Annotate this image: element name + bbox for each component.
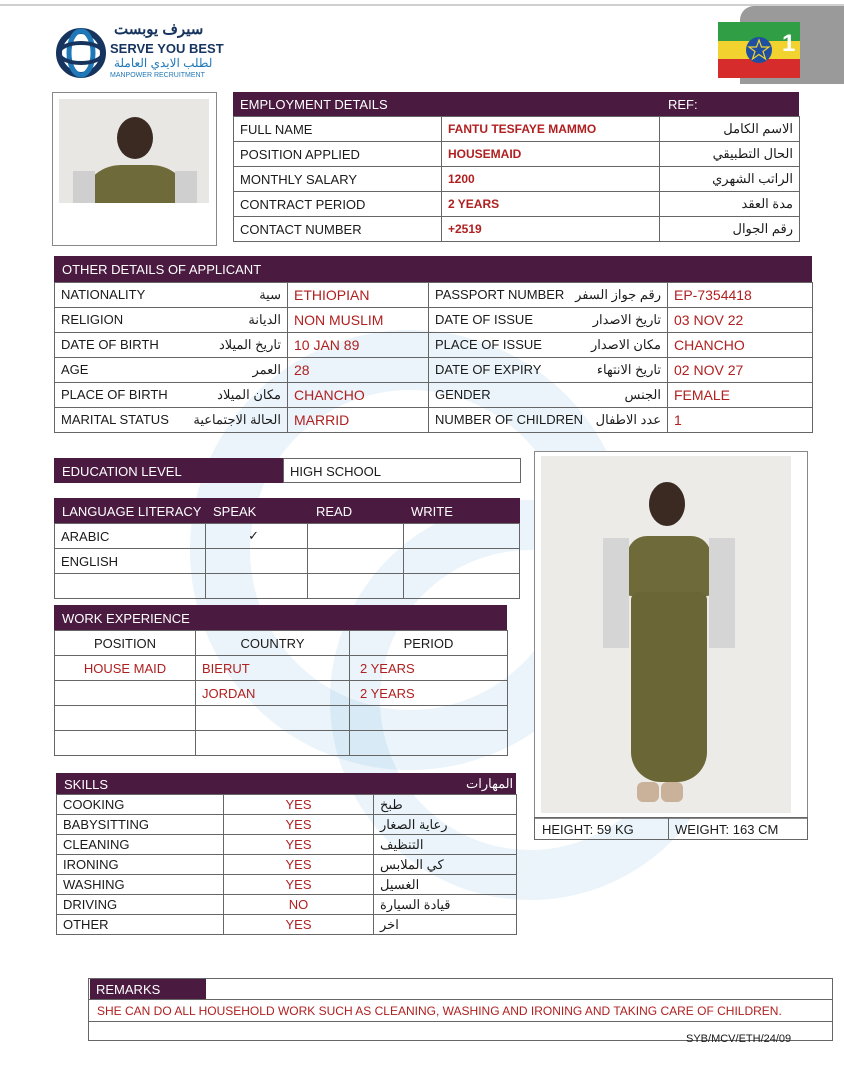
skill-row — [57, 875, 517, 895]
top-rule — [0, 4, 844, 6]
other-left-arabic: مكان الميلاد — [217, 387, 281, 402]
other-details-header — [54, 256, 812, 282]
language-speak: ✓ — [206, 524, 308, 549]
other-right-value: 03 NOV 22 — [668, 308, 813, 333]
skill-row — [57, 835, 517, 855]
logo-emblem-icon — [54, 24, 108, 82]
logo-sub: MANPOWER RECRUITMENT — [110, 72, 205, 79]
other-right-arabic: الجنس — [624, 387, 661, 402]
other-right-value: 1 — [668, 408, 813, 433]
logo-arabic: سيرف يوبست — [114, 21, 204, 38]
other-right-arabic: عدد الاطفال — [595, 412, 661, 427]
skill-label: BABYSITTING — [57, 815, 224, 835]
skill-value: YES — [224, 815, 374, 835]
language-speak — [206, 549, 308, 574]
employment-value: HOUSEMAID — [442, 142, 660, 167]
other-right-value: CHANCHO — [668, 333, 813, 358]
other-left-cell — [55, 383, 288, 408]
employment-value: FANTU TESFAYE MAMMO — [442, 117, 660, 142]
other-right-label: PASSPORT NUMBER — [435, 287, 565, 302]
other-right-cell — [429, 408, 668, 433]
other-details-title: OTHER DETAILS OF APPLICANT — [62, 262, 262, 277]
other-left-arabic: العمر — [252, 362, 281, 377]
experience-position — [55, 681, 196, 706]
experience-col-position: POSITION — [55, 631, 196, 656]
other-left-cell — [55, 333, 288, 358]
other-right-value: EP-7354418 — [668, 283, 813, 308]
other-right-arabic: رقم جواز السفر — [575, 287, 661, 302]
employment-header — [233, 92, 799, 116]
skill-value: YES — [224, 835, 374, 855]
logo-arabic-sub: لطلب الايدي العاملة — [114, 56, 213, 70]
other-left-cell — [55, 358, 288, 383]
employment-label: FULL NAME — [234, 117, 442, 142]
employment-label: POSITION APPLIED — [234, 142, 442, 167]
other-right-cell — [429, 333, 668, 358]
experience-period: 2 YEARS — [350, 656, 508, 681]
skill-value: NO — [224, 895, 374, 915]
language-header-write: WRITE — [411, 504, 453, 519]
other-details-row — [55, 383, 813, 408]
other-right-label: GENDER — [435, 387, 491, 402]
education-value: HIGH SCHOOL — [290, 464, 382, 479]
language-header-speak: SPEAK — [213, 504, 257, 519]
other-right-value: 02 NOV 27 — [668, 358, 813, 383]
applicant-photo-full — [534, 451, 808, 819]
employment-arabic-label: الراتب الشهري — [660, 167, 800, 192]
other-right-label: DATE OF ISSUE — [435, 312, 533, 327]
skill-arabic-label: كي الملابس — [374, 855, 517, 875]
other-left-arabic: سية — [259, 287, 281, 302]
other-details-table — [54, 282, 813, 433]
language-write — [404, 549, 520, 574]
employment-label: CONTRACT PERIOD — [234, 192, 442, 217]
skill-label: OTHER — [57, 915, 224, 935]
other-right-label: PLACE OF ISSUE — [435, 337, 542, 352]
employment-arabic-label: مدة العقد — [660, 192, 800, 217]
language-read — [308, 549, 404, 574]
page-number: 1 — [782, 30, 796, 57]
skill-arabic-label: رعاية الصغار — [374, 815, 517, 835]
document-code: SYB/MCV/ETH/24/09 — [686, 1033, 792, 1045]
other-details-row — [55, 408, 813, 433]
other-right-value: FEMALE — [668, 383, 813, 408]
education-label-box — [54, 458, 283, 483]
experience-row — [55, 656, 508, 681]
skill-row — [57, 915, 517, 935]
other-left-arabic: الحالة الاجتماعية — [193, 412, 281, 427]
experience-country: BIERUT — [196, 656, 350, 681]
skills-arabic-title: المهارات — [466, 776, 514, 791]
employment-value: 2 YEARS — [442, 192, 660, 217]
employment-value: 1200 — [442, 167, 660, 192]
other-details-row — [55, 308, 813, 333]
language-table — [54, 523, 520, 599]
employment-value: +2519 — [442, 217, 660, 242]
other-right-cell — [429, 283, 668, 308]
employment-arabic-label: الاسم الكامل — [660, 117, 800, 142]
language-row-empty — [55, 574, 520, 599]
other-left-label: MARITAL STATUS — [61, 412, 169, 427]
skill-label: COOKING — [57, 795, 224, 815]
employment-row — [234, 117, 800, 142]
employment-row — [234, 192, 800, 217]
applicant-photo-portrait — [52, 92, 217, 246]
skills-title: SKILLS — [64, 777, 109, 792]
skill-label: IRONING — [57, 855, 224, 875]
ref-label: REF: — [668, 97, 698, 112]
employment-label: CONTACT NUMBER — [234, 217, 442, 242]
employment-row — [234, 217, 800, 242]
remarks-text: SHE CAN DO ALL HOUSEHOLD WORK SUCH AS CLEANING, WASHING AND IRONING AND TAKING CARE OF CHILDREN. — [97, 1004, 782, 1018]
other-right-arabic: تاريخ الاصدار — [592, 312, 661, 327]
employment-arabic-label: رقم الجوال — [660, 217, 800, 242]
language-header-lang: LANGUAGE LITERACY — [62, 504, 202, 519]
experience-col-period: PERIOD — [350, 631, 508, 656]
employment-row — [234, 167, 800, 192]
language-name: ENGLISH — [55, 549, 206, 574]
skill-label: WASHING — [57, 875, 224, 895]
skill-row — [57, 855, 517, 875]
education-value-box — [283, 458, 521, 483]
experience-row-empty — [55, 706, 508, 731]
remarks-title: REMARKS — [96, 982, 161, 997]
experience-col-country: COUNTRY — [196, 631, 350, 656]
experience-title: WORK EXPERIENCE — [62, 611, 190, 626]
language-write — [404, 524, 520, 549]
skill-row — [57, 795, 517, 815]
language-read — [308, 524, 404, 549]
other-left-label: NATIONALITY — [61, 287, 146, 302]
other-right-label: NUMBER OF CHILDREN — [435, 412, 584, 427]
other-left-cell — [55, 283, 288, 308]
other-details-row — [55, 333, 813, 358]
skill-value: YES — [224, 795, 374, 815]
other-left-value: ETHIOPIAN — [288, 283, 429, 308]
experience-period: 2 YEARS — [350, 681, 508, 706]
skill-arabic-label: طبخ — [374, 795, 517, 815]
skill-label: CLEANING — [57, 835, 224, 855]
skill-value: YES — [224, 855, 374, 875]
other-right-arabic: مكان الاصدار — [590, 337, 661, 352]
experience-country: JORDAN — [196, 681, 350, 706]
experience-header — [54, 605, 507, 630]
education-label: EDUCATION LEVEL — [62, 464, 182, 479]
height-value: HEIGHT: 59 KG — [542, 822, 634, 837]
employment-title: EMPLOYMENT DETAILS — [240, 97, 388, 112]
language-name: ARABIC — [55, 524, 206, 549]
other-left-label: AGE — [61, 362, 89, 377]
other-left-label: DATE OF BIRTH — [61, 337, 159, 352]
experience-row-empty — [55, 731, 508, 756]
skills-table — [56, 794, 517, 935]
other-right-cell — [429, 358, 668, 383]
skill-arabic-label: التنظيف — [374, 835, 517, 855]
other-right-label: DATE OF EXPIRY — [435, 362, 542, 377]
other-left-cell — [55, 308, 288, 333]
skill-value: YES — [224, 875, 374, 895]
skill-arabic-label: الغسيل — [374, 875, 517, 895]
other-left-value: 28 — [288, 358, 429, 383]
other-right-arabic: تاريخ الانتهاء — [596, 362, 661, 377]
language-row — [55, 549, 520, 574]
employment-table — [233, 116, 800, 242]
other-left-label: PLACE OF BIRTH — [61, 387, 168, 402]
other-details-row — [55, 358, 813, 383]
logo-name: SERVE YOU BEST — [110, 41, 224, 56]
other-left-label: RELIGION — [61, 312, 124, 327]
other-left-value: CHANCHO — [288, 383, 429, 408]
remarks-box — [88, 978, 833, 1041]
language-row — [55, 524, 520, 549]
other-right-cell — [429, 383, 668, 408]
other-details-row — [55, 283, 813, 308]
other-left-value: MARRID — [288, 408, 429, 433]
skill-row — [57, 895, 517, 915]
skill-arabic-label: قيادة السيارة — [374, 895, 517, 915]
experience-table — [54, 630, 508, 756]
language-header-read: READ — [316, 504, 353, 519]
other-left-arabic: تاريخ الميلاد — [218, 337, 281, 352]
flag-emblem-icon — [745, 36, 773, 64]
employment-row — [234, 142, 800, 167]
company-logo — [54, 21, 224, 84]
other-left-value: NON MUSLIM — [288, 308, 429, 333]
skill-label: DRIVING — [57, 895, 224, 915]
other-right-cell — [429, 308, 668, 333]
other-left-cell — [55, 408, 288, 433]
skill-value: YES — [224, 915, 374, 935]
employment-label: MONTHLY SALARY — [234, 167, 442, 192]
other-left-value: 10 JAN 89 — [288, 333, 429, 358]
experience-header-row — [55, 631, 508, 656]
language-header — [54, 498, 520, 523]
measurements-box — [534, 817, 808, 840]
employment-arabic-label: الحال التطبيقي — [660, 142, 800, 167]
experience-position: HOUSE MAID — [55, 656, 196, 681]
skill-row — [57, 815, 517, 835]
experience-row — [55, 681, 508, 706]
weight-value: WEIGHT: 163 CM — [675, 822, 779, 837]
other-left-arabic: الديانة — [248, 312, 281, 327]
skill-arabic-label: اخر — [374, 915, 517, 935]
skills-header — [56, 773, 516, 794]
